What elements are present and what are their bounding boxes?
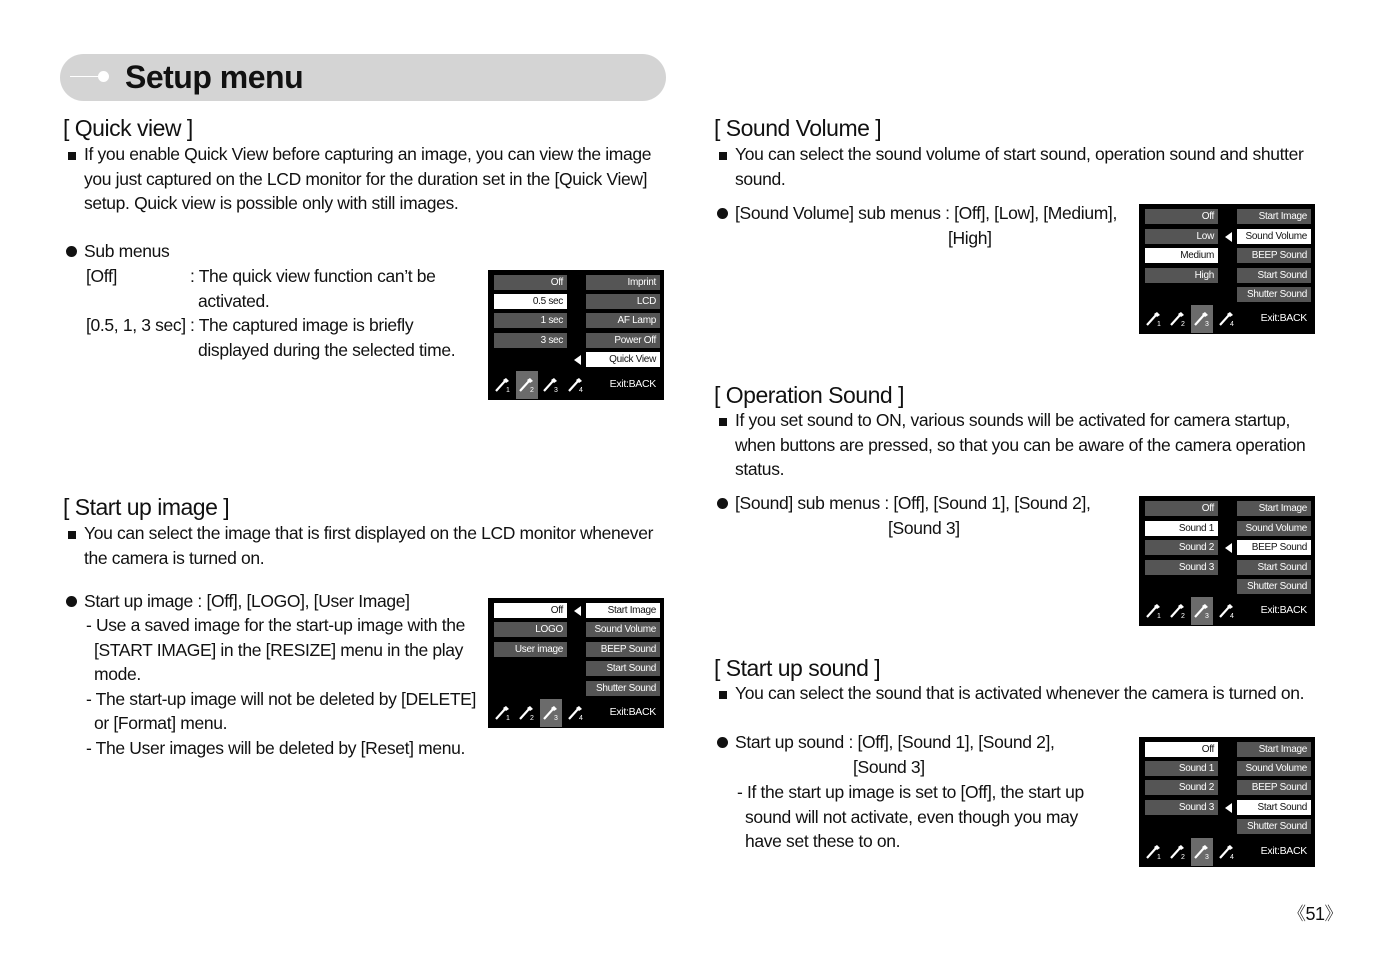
svg-text:2: 2 [1181,854,1185,860]
startup-image-description: You can select the image that is first displayed on the LCD monitor whenever the camera is turned on. [84,523,654,568]
sound-volume-screen [1139,204,1315,334]
selection-arrow-icon [574,606,581,616]
setup-tab-1-icon [1143,597,1165,625]
setup-tab-2-icon [1167,305,1189,333]
setup-tab-1-icon [492,699,514,727]
menu-option-selected: Medium [1145,248,1218,263]
menu-item: Shutter Sound [1237,579,1311,594]
setup-tab-3-icon [1191,305,1213,333]
menu-item: BEEP Sound [586,642,660,657]
setup-tab-1-icon [492,371,514,399]
selection-arrow-icon [1225,232,1232,242]
menu-item-selected: Sound Volume [1237,229,1311,244]
menu-item: Start Image [1237,742,1311,757]
svg-text:3: 3 [1205,613,1209,619]
menu-option: Sound 2 [1145,780,1218,795]
square-bullet-icon [68,152,76,160]
round-bullet-icon [66,596,77,607]
selection-arrow-icon [1225,543,1232,553]
setup-tab-2-icon [516,371,538,399]
menu-item: Power Off [586,333,660,348]
round-bullet-icon [66,246,77,257]
operation-sound-bullet-2: [Sound 3] [888,518,960,538]
menu-item: Start Image [1237,501,1311,516]
quick-view-off-label: [Off] [86,266,117,286]
menu-item: Shutter Sound [1237,287,1311,302]
startup-sound-screen [1139,737,1315,867]
operation-sound-bullet: [Sound] sub menus : [Off], [Sound 1], [Sound 2], [735,493,1091,513]
svg-text:2: 2 [530,715,534,721]
svg-text:3: 3 [554,387,558,393]
menu-item: BEEP Sound [1237,780,1311,795]
menu-tab-bar [489,699,663,727]
menu-item: Imprint [586,275,660,290]
selection-arrow-icon [1225,803,1232,813]
svg-text:1: 1 [1157,854,1161,860]
startup-sound-notes: - If the start up image is set to [Off], the start up sound will not activate, even though you may have set these to on. [737,782,1084,852]
startup-image-screen [488,598,664,728]
quick-view-off-desc-2: activated. [198,291,270,311]
sound-volume-description: You can select the sound volume of start sound, operation sound and shutter sound. [735,144,1304,189]
menu-item: Start Sound [1237,560,1311,575]
selection-arrow-icon [574,355,581,365]
quick-view-heading: [ Quick view ] [63,115,193,141]
svg-text:2: 2 [1181,613,1185,619]
setup-tab-3-icon [540,699,562,727]
sound-volume-bullet: [Sound Volume] sub menus : [Off], [Low], [Medium], [735,203,1117,223]
setup-tab-1-icon [1143,838,1165,866]
svg-text:1: 1 [506,715,510,721]
menu-option: 3 sec [494,333,567,348]
menu-tab-bar [1140,838,1314,866]
round-bullet-icon [717,737,728,748]
menu-option: 1 sec [494,313,567,328]
operation-sound-screen [1139,496,1315,626]
svg-text:3: 3 [554,715,558,721]
svg-text:4: 4 [1230,613,1234,619]
menu-option-selected: 0.5 sec [494,294,567,309]
setup-tab-4-icon [1216,305,1238,333]
operation-sound-description: If you set sound to ON, various sounds will be activated for camera startup, when buttons are pressed, so that you can be aware of the camera operation status. [735,410,1306,480]
menu-item: BEEP Sound [1237,248,1311,263]
menu-option: Off [1145,501,1218,516]
exit-back-label: Exit:BACK [1260,845,1307,857]
svg-text:1: 1 [506,387,510,393]
quick-view-sub-title: Sub menus [84,241,170,261]
startup-sound-heading: [ Start up sound ] [714,655,881,681]
setup-tab-1-icon [1143,305,1165,333]
setup-tab-4-icon [1216,597,1238,625]
menu-item: Sound Volume [1237,521,1311,536]
quick-view-screen [488,270,664,400]
svg-text:4: 4 [579,387,583,393]
menu-tab-bar [489,371,663,399]
svg-text:1: 1 [1157,613,1161,619]
menu-option: LOGO [494,622,567,637]
menu-option-selected: Off [1145,742,1218,757]
quick-view-sec-desc-2: displayed during the selected time. [198,340,456,360]
menu-item: Start Sound [586,661,660,676]
quick-view-description: If you enable Quick View before capturing an image, you can view the image you just captured on the LCD monitor for the duration set in the [Quick View] setup. Quick view is possible only with still images. [84,144,652,214]
page-title: Setup menu [125,59,304,95]
round-bullet-icon [717,498,728,509]
exit-back-label: Exit:BACK [609,378,656,390]
quick-view-sec-desc: : The captured image is briefly [190,315,414,335]
menu-item: Shutter Sound [1237,819,1311,834]
menu-item: Shutter Sound [586,681,660,696]
menu-option: User image [494,642,567,657]
menu-item: AF Lamp [586,313,660,328]
setup-tab-3-icon [1191,597,1213,625]
menu-option: Off [1145,209,1218,224]
square-bullet-icon [719,691,727,699]
menu-item: Start Image [1237,209,1311,224]
menu-option: Sound 3 [1145,800,1218,815]
sound-volume-heading: [ Sound Volume ] [714,115,882,141]
svg-text:2: 2 [1181,321,1185,327]
header-dot [98,71,109,82]
setup-tab-4-icon [565,699,587,727]
setup-tab-3-icon [540,371,562,399]
menu-option: Sound 3 [1145,560,1218,575]
round-bullet-icon [717,208,728,219]
operation-sound-heading: [ Operation Sound ] [714,382,904,408]
svg-text:1: 1 [1157,321,1161,327]
menu-option: Sound 1 [1145,761,1218,776]
menu-option-selected: Off [494,603,567,618]
setup-tab-2-icon [1167,597,1189,625]
startup-image-heading: [ Start up image ] [63,494,230,520]
startup-sound-bullet-2: [Sound 3] [853,757,925,777]
square-bullet-icon [719,418,727,426]
menu-option: High [1145,268,1218,283]
menu-option: Low [1145,229,1218,244]
menu-option-selected: Sound 1 [1145,521,1218,536]
menu-item-selected: Quick View [586,352,660,367]
menu-option: Sound 2 [1145,540,1218,555]
menu-item-selected: BEEP Sound [1237,540,1311,555]
menu-item-selected: Start Sound [1237,800,1311,815]
menu-item: Sound Volume [586,622,660,637]
menu-option: Off [494,275,567,290]
svg-text:4: 4 [1230,321,1234,327]
startup-image-bullet: Start up image : [Off], [LOGO], [User Image] [84,591,410,611]
quick-view-sec-label: [0.5, 1, 3 sec] [86,315,186,335]
exit-back-label: Exit:BACK [609,706,656,718]
startup-sound-description: You can select the sound that is activated whenever the camera is turned on. [735,683,1305,703]
square-bullet-icon [719,152,727,160]
quick-view-off-desc: : The quick view function can’t be [190,266,436,286]
setup-tab-4-icon [1216,838,1238,866]
menu-tab-bar [1140,597,1314,625]
menu-item: Start Sound [1237,268,1311,283]
svg-text:2: 2 [530,387,534,393]
svg-text:4: 4 [1230,854,1234,860]
page-number: 《51》 [1288,904,1343,924]
header-line [70,76,100,77]
setup-tab-4-icon [565,371,587,399]
square-bullet-icon [68,531,76,539]
svg-text:3: 3 [1205,321,1209,327]
menu-item-selected: Start Image [586,603,660,618]
exit-back-label: Exit:BACK [1260,312,1307,324]
exit-back-label: Exit:BACK [1260,604,1307,616]
menu-tab-bar [1140,305,1314,333]
startup-sound-bullet: Start up sound : [Off], [Sound 1], [Sound 2], [735,732,1055,752]
startup-image-notes: - Use a saved image for the start-up image with the [START IMAGE] in the [RESIZE] menu in the play mode. - The start-up image will not be deleted by [DELETE] or [Format] menu. - The User images will be deleted by [Reset] menu. [86,615,477,758]
svg-text:4: 4 [579,715,583,721]
setup-tab-2-icon [516,699,538,727]
svg-text:3: 3 [1205,854,1209,860]
menu-item: Sound Volume [1237,761,1311,776]
setup-tab-2-icon [1167,838,1189,866]
menu-item: LCD [586,294,660,309]
setup-tab-3-icon [1191,838,1213,866]
sound-volume-bullet-2: [High] [948,228,992,248]
